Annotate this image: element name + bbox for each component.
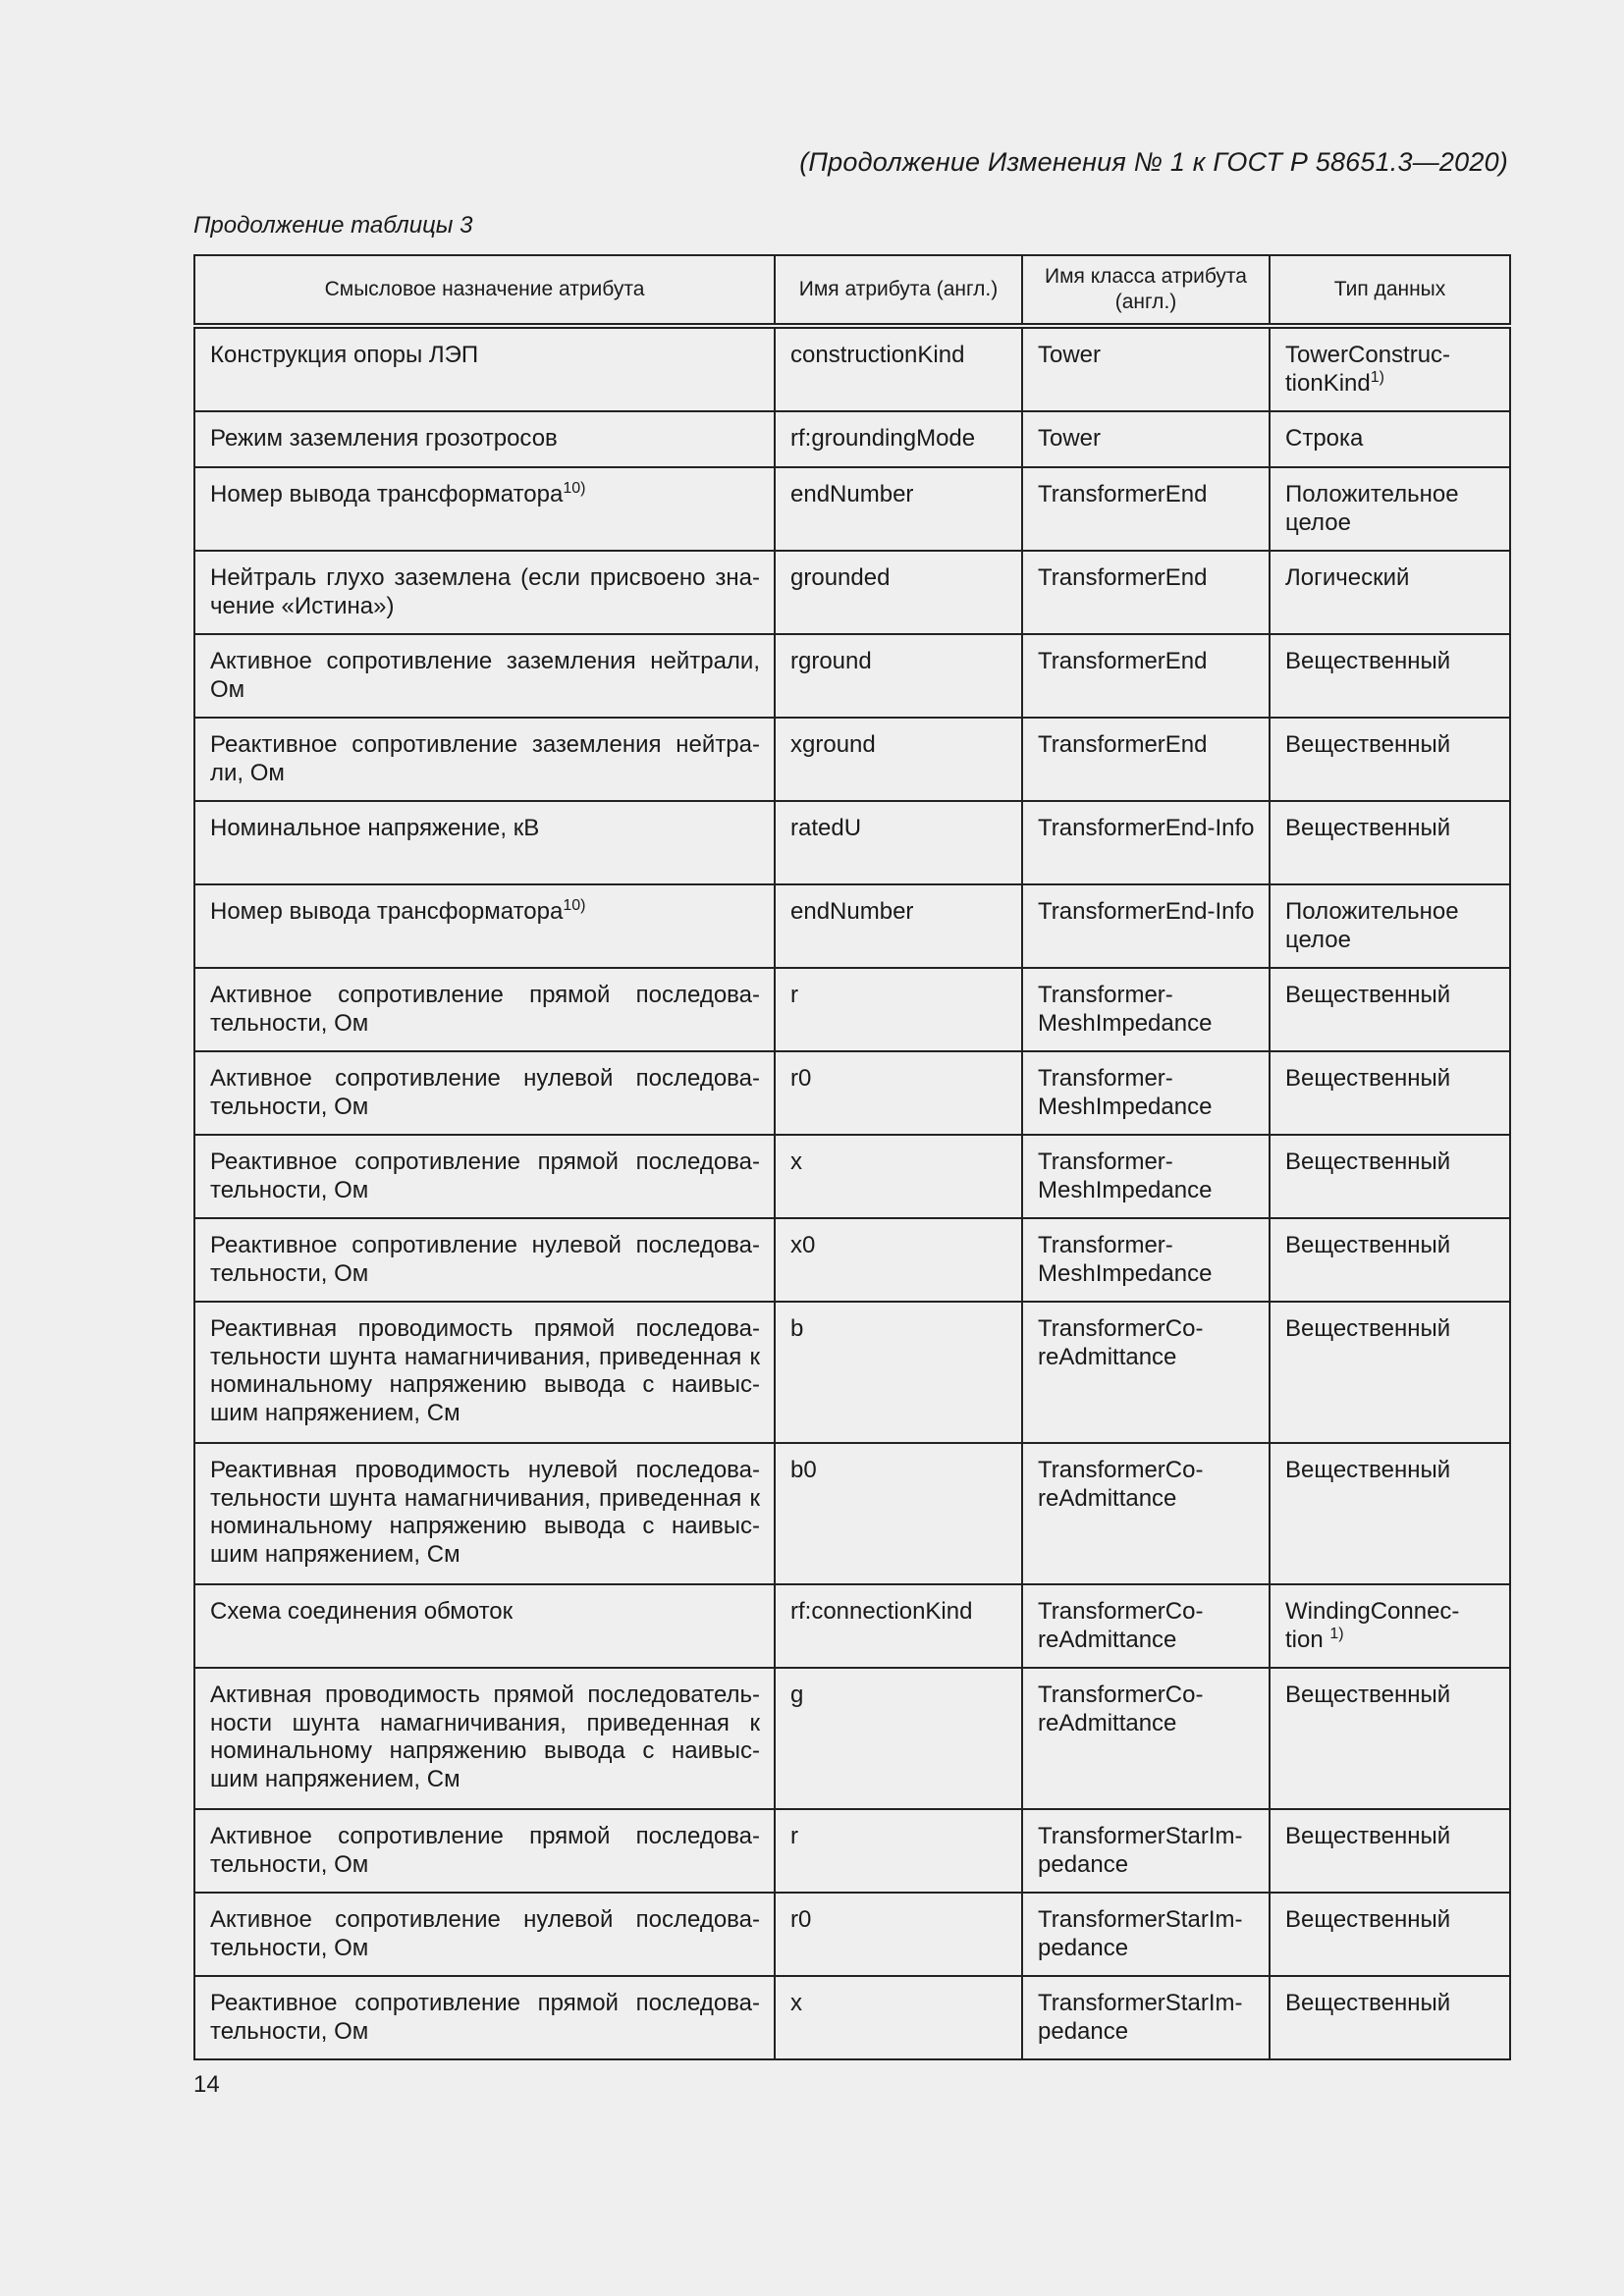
cell-description <box>194 467 775 551</box>
cell-description-text: Реактивное сопротивление прямой последова-тельности, Ом <box>210 1990 760 2045</box>
page-number: 14 <box>193 2071 220 2098</box>
cell-description <box>194 1302 775 1443</box>
table-row <box>194 467 1510 551</box>
cell-data-type <box>1270 1051 1510 1135</box>
cell-class-name <box>1022 326 1270 411</box>
cell-description-text: Номер вывода трансформатора <box>210 898 564 925</box>
cell-attribute-name-text: rground <box>790 648 872 674</box>
column-header-attribute-name: Имя атрибута (англ.) <box>775 255 1022 326</box>
cell-description-text: Нейтраль глухо заземлена (если присвоено зна-чение «Истина») <box>210 564 760 619</box>
cell-attribute-name-text: constructionKind <box>790 342 965 368</box>
cell-attribute-name-text: xground <box>790 731 876 758</box>
cell-class-name <box>1022 411 1270 467</box>
cell-attribute-name-text: endNumber <box>790 481 914 507</box>
cell-class-name-text: TransformerStarIm-pedance <box>1038 1990 1243 2045</box>
cell-data-type <box>1270 1668 1510 1809</box>
cell-class-name-text: TransformerStarIm-pedance <box>1038 1823 1243 1878</box>
cell-class-name-text: Transformer-MeshImpedance <box>1038 1232 1213 1287</box>
cell-attribute-name-text: g <box>790 1682 804 1708</box>
cell-data-type <box>1270 1218 1510 1302</box>
table-row <box>194 1584 1510 1668</box>
attribute-table <box>193 254 1511 2060</box>
cell-data-type-text: Вещественный <box>1285 1315 1451 1342</box>
cell-class-name <box>1022 718 1270 801</box>
table-row <box>194 551 1510 634</box>
cell-class-name-text: TransformerEnd <box>1038 564 1208 591</box>
cell-data-type-text: Вещественный <box>1285 648 1451 674</box>
table-row <box>194 1668 1510 1809</box>
cell-class-name <box>1022 1218 1270 1302</box>
cell-description-text: Номинальное напряжение, кВ <box>210 815 540 841</box>
cell-class-name-text: TransformerEnd-Info <box>1038 898 1255 925</box>
table-caption: Продолжение таблицы 3 <box>193 212 473 239</box>
cell-attribute-name <box>775 801 1022 884</box>
cell-class-name-text: TransformerCo-reAdmittance <box>1038 1598 1204 1653</box>
cell-data-type <box>1270 467 1510 551</box>
table-row <box>194 1051 1510 1135</box>
cell-class-name-text: Transformer-MeshImpedance <box>1038 982 1213 1037</box>
cell-description-text: Реактивная проводимость прямой последова-тельности шунта намагничивания, приведенная к номинальному напряжению вывода с наивыс-шим напряжением, См <box>210 1315 760 1426</box>
attribute-table-container <box>193 254 1509 2060</box>
cell-attribute-name <box>775 1051 1022 1135</box>
cell-attribute-name-text: r <box>790 1823 798 1849</box>
cell-attribute-name <box>775 1668 1022 1809</box>
cell-description-text: Реактивное сопротивление заземления нейтра-ли, Ом <box>210 731 760 786</box>
cell-description <box>194 801 775 884</box>
table-row <box>194 1218 1510 1302</box>
cell-class-name <box>1022 801 1270 884</box>
cell-data-type <box>1270 1893 1510 1976</box>
cell-attribute-name <box>775 1809 1022 1893</box>
cell-class-name <box>1022 1135 1270 1218</box>
cell-data-type <box>1270 1584 1510 1668</box>
cell-description-text: Конструкция опоры ЛЭП <box>210 342 479 368</box>
column-header-data-type: Тип данных <box>1270 255 1510 326</box>
cell-description <box>194 968 775 1051</box>
cell-data-type-text: Вещественный <box>1285 1682 1451 1708</box>
cell-attribute-name-text: r <box>790 982 798 1008</box>
cell-data-type-text: Вещественный <box>1285 1906 1451 1933</box>
cell-description <box>194 1218 775 1302</box>
cell-class-name-text: TransformerCo-reAdmittance <box>1038 1457 1204 1512</box>
cell-description-text: Реактивное сопротивление прямой последова-тельности, Ом <box>210 1148 760 1203</box>
cell-description <box>194 1051 775 1135</box>
table-row <box>194 326 1510 411</box>
cell-attribute-name <box>775 551 1022 634</box>
cell-class-name-text: TransformerEnd-Info <box>1038 815 1255 841</box>
cell-data-type <box>1270 1302 1510 1443</box>
cell-class-name-text: TransformerEnd <box>1038 481 1208 507</box>
cell-attribute-name-text: x0 <box>790 1232 816 1258</box>
table-row <box>194 884 1510 968</box>
cell-class-name-text: TransformerCo-reAdmittance <box>1038 1315 1204 1370</box>
table-row <box>194 1302 1510 1443</box>
table-row <box>194 718 1510 801</box>
cell-description <box>194 1668 775 1809</box>
cell-class-name <box>1022 467 1270 551</box>
cell-data-type <box>1270 718 1510 801</box>
cell-attribute-name <box>775 634 1022 718</box>
cell-class-name <box>1022 551 1270 634</box>
cell-data-type <box>1270 884 1510 968</box>
cell-description <box>194 884 775 968</box>
cell-data-type-text: Вещественный <box>1285 1065 1451 1092</box>
footnote-marker: 1) <box>1329 1625 1344 1642</box>
cell-class-name <box>1022 1584 1270 1668</box>
cell-data-type <box>1270 1976 1510 2059</box>
cell-description <box>194 1893 775 1976</box>
cell-attribute-name-text: rf:connectionKind <box>790 1598 973 1625</box>
cell-description <box>194 551 775 634</box>
cell-class-name-text: Tower <box>1038 425 1102 452</box>
cell-description-text: Реактивная проводимость нулевой последова-тельности шунта намагничивания, приведенная к номинальному напряжению вывода с наивыс-шим напряжением, См <box>210 1457 760 1568</box>
cell-data-type <box>1270 411 1510 467</box>
cell-description-text: Активное сопротивление нулевой последова-тельности, Ом <box>210 1065 760 1120</box>
cell-data-type-text: Вещественный <box>1285 1457 1451 1483</box>
cell-attribute-name-text: r0 <box>790 1065 812 1092</box>
cell-description <box>194 1443 775 1584</box>
cell-class-name-text: TransformerEnd <box>1038 648 1208 674</box>
cell-class-name <box>1022 1302 1270 1443</box>
cell-data-type <box>1270 1443 1510 1584</box>
table-body <box>194 326 1510 2059</box>
cell-attribute-name <box>775 326 1022 411</box>
cell-attribute-name-text: rf:groundingMode <box>790 425 976 452</box>
cell-data-type-text: Вещественный <box>1285 815 1451 841</box>
cell-description <box>194 634 775 718</box>
cell-class-name <box>1022 968 1270 1051</box>
cell-description <box>194 718 775 801</box>
cell-class-name-text: TransformerStarIm-pedance <box>1038 1906 1243 1961</box>
cell-class-name <box>1022 1976 1270 2059</box>
cell-attribute-name-text: x <box>790 1990 802 2016</box>
footnote-marker: 10) <box>563 897 586 914</box>
cell-data-type-text: Вещественный <box>1285 1823 1451 1849</box>
cell-description <box>194 326 775 411</box>
cell-data-type <box>1270 801 1510 884</box>
cell-description-text: Активное сопротивление прямой последова-тельности, Ом <box>210 982 760 1037</box>
page-header: (Продолжение Изменения № 1 к ГОСТ Р 58651.3—2020) <box>799 147 1508 177</box>
cell-description-text: Активное сопротивление прямой последова-тельности, Ом <box>210 1823 760 1878</box>
cell-class-name-text: Tower <box>1038 342 1102 368</box>
cell-data-type <box>1270 551 1510 634</box>
table-row <box>194 968 1510 1051</box>
cell-data-type-text: Логический <box>1285 564 1410 591</box>
cell-description-text: Активное сопротивление нулевой последова-тельности, Ом <box>210 1906 760 1961</box>
cell-class-name <box>1022 634 1270 718</box>
cell-data-type-text: Положительное целое <box>1285 481 1459 536</box>
cell-data-type <box>1270 1809 1510 1893</box>
cell-description <box>194 411 775 467</box>
table-row <box>194 411 1510 467</box>
cell-data-type <box>1270 968 1510 1051</box>
cell-attribute-name <box>775 1135 1022 1218</box>
cell-data-type-text: Вещественный <box>1285 1232 1451 1258</box>
cell-attribute-name <box>775 718 1022 801</box>
cell-attribute-name <box>775 1584 1022 1668</box>
cell-attribute-name <box>775 1218 1022 1302</box>
cell-class-name <box>1022 1668 1270 1809</box>
cell-class-name-text: TransformerEnd <box>1038 731 1208 758</box>
cell-data-type <box>1270 634 1510 718</box>
cell-class-name <box>1022 1051 1270 1135</box>
table-row <box>194 1809 1510 1893</box>
cell-class-name <box>1022 884 1270 968</box>
cell-data-type-text: Вещественный <box>1285 1990 1451 2016</box>
cell-description <box>194 1809 775 1893</box>
cell-class-name <box>1022 1443 1270 1584</box>
cell-description-text: Номер вывода трансформатора <box>210 481 564 507</box>
cell-class-name <box>1022 1893 1270 1976</box>
cell-attribute-name-text: r0 <box>790 1906 812 1933</box>
column-header-class-name: Имя класса атрибута (англ.) <box>1022 255 1270 326</box>
cell-description <box>194 1976 775 2059</box>
footnote-marker: 1) <box>1370 368 1384 386</box>
cell-data-type-text: Положительное целое <box>1285 898 1459 953</box>
cell-description-text: Реактивное сопротивление нулевой последова-тельности, Ом <box>210 1232 760 1287</box>
cell-attribute-name-text: grounded <box>790 564 891 591</box>
cell-attribute-name-text: endNumber <box>790 898 914 925</box>
cell-data-type-text: Вещественный <box>1285 1148 1451 1175</box>
cell-attribute-name <box>775 1976 1022 2059</box>
cell-data-type-text: Вещественный <box>1285 731 1451 758</box>
cell-description-text: Активная проводимость прямой последователь-ности шунта намагничивания, приведенная к номинальному напряжению вывода с наивыс-шим напряжением, См <box>210 1682 760 1792</box>
cell-data-type-text: TowerConstruc-tionKind <box>1285 342 1451 397</box>
cell-attribute-name-text: x <box>790 1148 802 1175</box>
table-row <box>194 634 1510 718</box>
cell-data-type <box>1270 1135 1510 1218</box>
table-row <box>194 1443 1510 1584</box>
cell-attribute-name <box>775 884 1022 968</box>
cell-attribute-name <box>775 1443 1022 1584</box>
cell-attribute-name-text: ratedU <box>790 815 862 841</box>
cell-class-name-text: TransformerCo-reAdmittance <box>1038 1682 1204 1736</box>
cell-description-text: Схема соединения обмоток <box>210 1598 514 1625</box>
cell-class-name-text: Transformer-MeshImpedance <box>1038 1065 1213 1120</box>
table-row <box>194 1893 1510 1976</box>
cell-class-name <box>1022 1809 1270 1893</box>
cell-description-text: Режим заземления грозотросов <box>210 425 558 452</box>
cell-class-name-text: Transformer-MeshImpedance <box>1038 1148 1213 1203</box>
footnote-marker: 10) <box>563 480 586 497</box>
cell-data-type-text: WindingConnec-tion <box>1285 1598 1460 1653</box>
cell-attribute-name <box>775 1893 1022 1976</box>
cell-attribute-name <box>775 968 1022 1051</box>
table-header-row <box>194 255 1510 326</box>
cell-attribute-name <box>775 411 1022 467</box>
cell-attribute-name-text: b0 <box>790 1457 817 1483</box>
cell-data-type <box>1270 326 1510 411</box>
cell-attribute-name <box>775 467 1022 551</box>
cell-data-type-text: Вещественный <box>1285 982 1451 1008</box>
cell-attribute-name <box>775 1302 1022 1443</box>
column-header-description: Смысловое назначение атрибута <box>194 255 775 326</box>
table-row <box>194 1976 1510 2059</box>
cell-data-type-text: Строка <box>1285 425 1364 452</box>
cell-attribute-name-text: b <box>790 1315 804 1342</box>
cell-description <box>194 1135 775 1218</box>
cell-description <box>194 1584 775 1668</box>
cell-description-text: Активное сопротивление заземления нейтрали, Ом <box>210 648 760 703</box>
table-row <box>194 1135 1510 1218</box>
table-row <box>194 801 1510 884</box>
